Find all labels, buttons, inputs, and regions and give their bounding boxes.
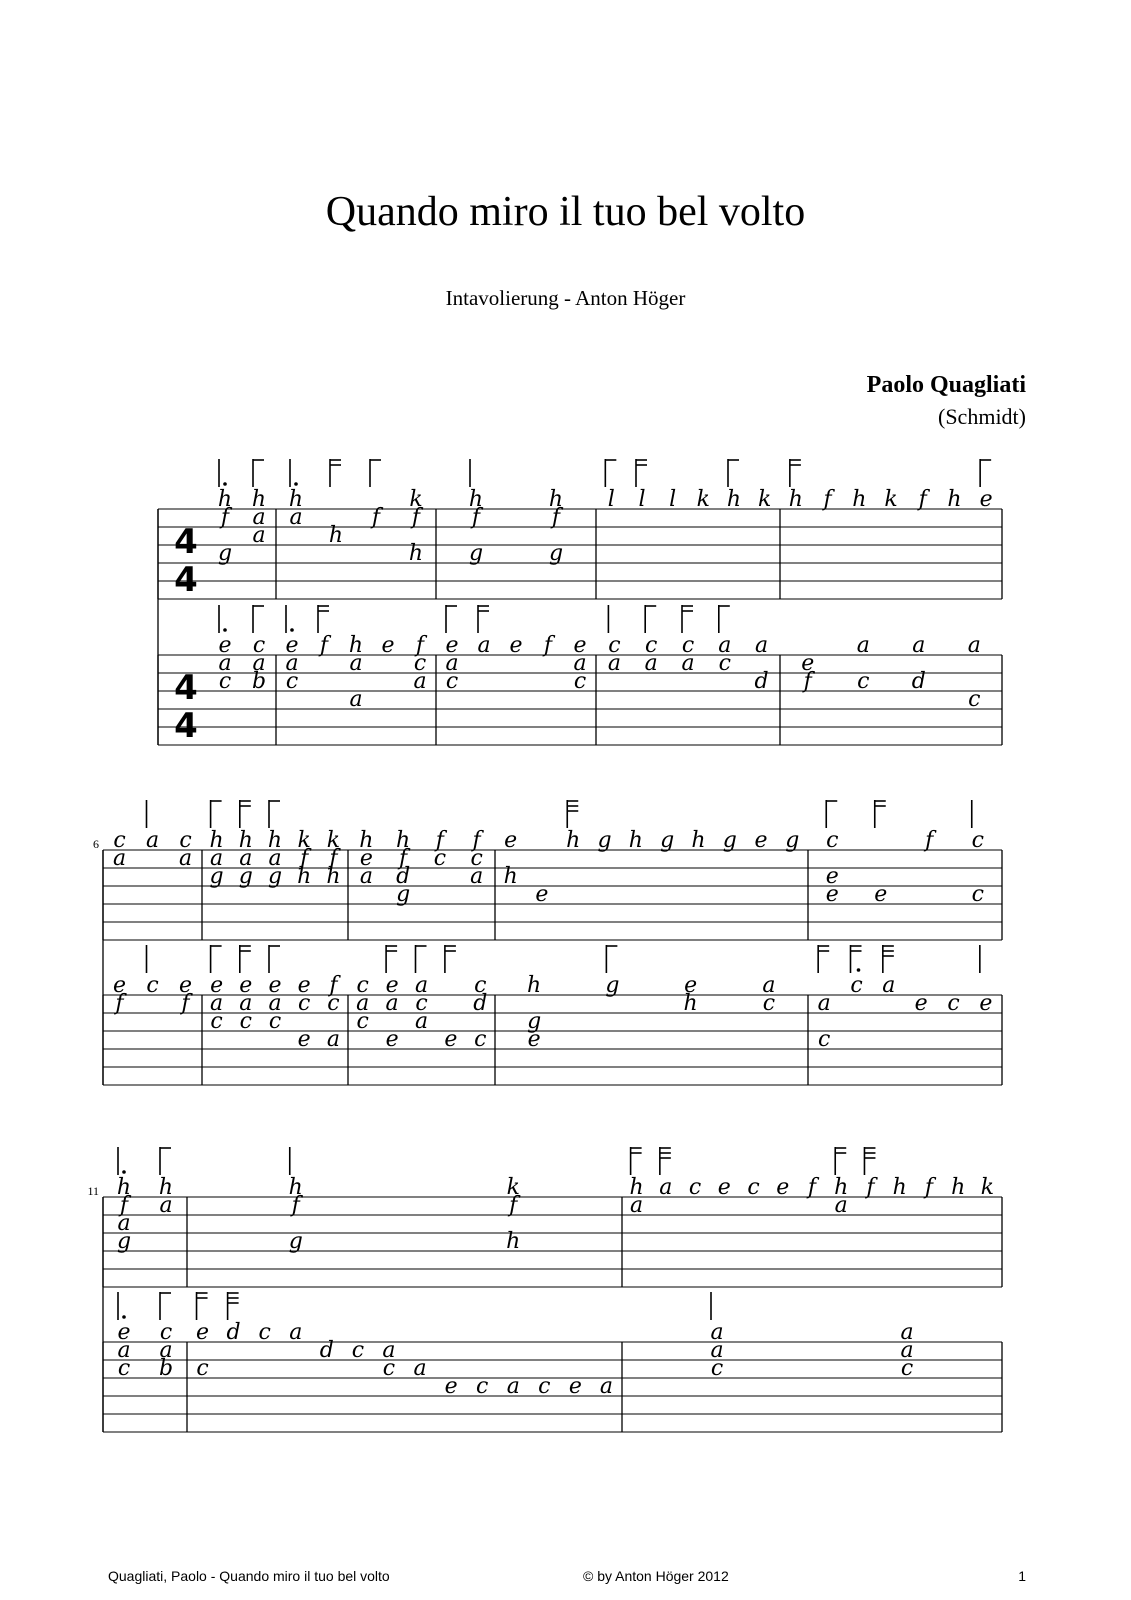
tab-letter: c [382, 1356, 396, 1381]
page-number: 1 [1018, 1568, 1026, 1584]
tab-letter: a [718, 633, 732, 658]
tab-letter: c [210, 1009, 223, 1034]
rhythm-sign-dot [223, 482, 227, 486]
tab-letter: a [630, 1193, 644, 1218]
tab-letter: h [288, 1175, 303, 1200]
tab-letter: a [218, 651, 232, 676]
tab-letter: e [979, 487, 993, 512]
measure-number: 11 [87, 1184, 99, 1198]
tab-letter: f [435, 828, 444, 853]
tab-letter: e [178, 973, 193, 998]
tab-letter: f [411, 505, 421, 530]
tab-letter: a [326, 1027, 340, 1052]
tab-letter: a [900, 1338, 914, 1363]
tab-letter: h [503, 864, 518, 889]
footer-copyright: © by Anton Höger 2012 [583, 1568, 729, 1584]
tab-letter: e [874, 882, 888, 907]
tab-letter: d [754, 669, 769, 694]
tab-letter: a [145, 828, 160, 853]
tab-letter: g [288, 1229, 303, 1254]
tab-letter: a [506, 1374, 520, 1399]
tab-letter: f [329, 973, 338, 998]
tab-letter: d [396, 864, 411, 889]
tab-letter: c [258, 1320, 271, 1345]
tab-letter: g [238, 864, 253, 889]
tab-letter: g [209, 864, 224, 889]
tab-letter: g [116, 1229, 132, 1254]
tab-letter: a [159, 1193, 173, 1218]
tab-letter: a [599, 1374, 614, 1399]
tab-letter: a [117, 1338, 131, 1363]
tab-letter: c [356, 1009, 369, 1034]
tab-letter: f [329, 846, 338, 871]
tab-letter: c [327, 991, 340, 1016]
tab-letter: c [356, 973, 369, 998]
tab-letter: a [882, 973, 896, 998]
tab-letter: h [267, 828, 283, 853]
tab-letter: d [319, 1338, 334, 1363]
tab-letter: a [359, 864, 373, 889]
tab-letter: h [947, 487, 962, 512]
tab-letter: c [445, 669, 459, 694]
tab-letter: c [850, 973, 863, 998]
time-signature-upper: 4 [174, 522, 198, 562]
tab-letter: a [755, 633, 769, 658]
tab-letter: l [638, 487, 646, 512]
tab-letter: c [285, 669, 299, 694]
tab-letter: f [300, 846, 309, 871]
tab-letter: h [328, 523, 344, 548]
tab-letter: a [268, 846, 282, 871]
tab-letter: e [297, 1027, 311, 1052]
time-signature-upper: 4 [174, 668, 198, 708]
tab-letter: h [158, 1175, 174, 1200]
tab-letter: f [119, 1193, 129, 1218]
tab-letter: e [444, 1374, 458, 1399]
tab-letter: c [573, 669, 587, 694]
tab-letter: c [900, 1356, 914, 1381]
tab-letter: f [924, 1175, 934, 1200]
tab-letter: d [473, 991, 488, 1016]
tab-letter: h [548, 487, 564, 512]
tab-letter: f [918, 487, 927, 512]
tab-letter: c [968, 687, 981, 712]
tab-letter: a [710, 1320, 724, 1345]
tab-letter: c [710, 1356, 724, 1381]
tab-letter: f [319, 633, 329, 658]
tab-letter: c [117, 1356, 131, 1381]
tab-letter: c [718, 651, 731, 676]
tab-letter: a [834, 1193, 848, 1218]
tab-letter: c [268, 1009, 282, 1034]
tab-letter: e [776, 1175, 790, 1200]
tab-letter: a [239, 846, 253, 871]
tab-letter: f [509, 1193, 518, 1218]
tab-letter: c [826, 828, 839, 853]
tab-letter: c [538, 1374, 551, 1399]
tab-letter: f [399, 846, 408, 871]
tab-letter: d [226, 1320, 241, 1345]
tab-letter: k [980, 1175, 995, 1200]
tab-letter: h [217, 487, 233, 512]
time-signature-lower: 4 [174, 560, 198, 600]
tab-letter: f [471, 505, 481, 530]
tab-letter: a [762, 973, 776, 998]
tab-letter: e [112, 973, 127, 998]
tab-letter: f [823, 487, 832, 512]
piece-title: Quando miro il tuo bel volto [325, 189, 806, 235]
tab-letter: h [527, 973, 542, 998]
tab-letter: a [912, 633, 926, 658]
tab-letter: h [116, 1175, 132, 1200]
tab-letter: a [900, 1320, 914, 1345]
tab-letter: e [239, 973, 253, 998]
tab-letter: a [178, 846, 193, 871]
tab-letter: g [217, 541, 233, 566]
tab-letter: e [385, 973, 399, 998]
tab-letter: e [385, 1027, 399, 1052]
rhythm-sign-dot [857, 968, 861, 972]
tab-letter: c [159, 1320, 173, 1345]
tab-letter: g [396, 882, 411, 907]
tab-letter: e [381, 633, 395, 658]
tab-letter: e [285, 633, 299, 658]
tab-letter: a [573, 651, 587, 676]
tab-letter: a [967, 633, 981, 658]
arrangement-credit: Intavolierung - Anton Höger [445, 286, 686, 310]
tab-letter: g [267, 864, 283, 889]
tab-letter: a [268, 991, 282, 1016]
composer-name: Paolo Quagliati [866, 372, 1026, 398]
rhythm-sign-dot [290, 628, 294, 632]
tab-letter: c [351, 1338, 365, 1363]
tab-letter: f [115, 991, 124, 1016]
tab-letter: a [644, 651, 658, 676]
tab-letter: c [146, 973, 159, 998]
footer-left: Quagliati, Paolo - Quando miro il tuo bel volto [108, 1568, 390, 1584]
tab-letter: a [289, 1320, 303, 1345]
tab-letter: c [971, 828, 984, 853]
tab-letter: a [356, 991, 370, 1016]
tab-letter: f [925, 828, 934, 853]
tab-letter: e [504, 828, 518, 853]
rhythm-sign-dot [294, 482, 298, 486]
tab-letter: h [951, 1175, 966, 1200]
tab-letter: c [971, 882, 984, 907]
tab-letter: f [551, 505, 561, 530]
tab-letter: h [566, 828, 581, 853]
tab-letter: a [413, 1356, 427, 1381]
tab-letter: f [220, 505, 230, 530]
tab-letter: c [113, 828, 126, 853]
tab-letter: g [527, 1009, 542, 1034]
tab-letter: k [506, 1175, 520, 1200]
tab-letter: e [210, 973, 224, 998]
tab-letter: a [210, 991, 224, 1016]
tab-letter: h [468, 487, 484, 512]
tab-letter: f [543, 633, 553, 658]
tab-letter: c [470, 846, 483, 871]
tab-letter: h [892, 1175, 907, 1200]
tab-letter: h [396, 828, 411, 853]
tab-letter: h [238, 828, 253, 853]
tab-letter: h [683, 991, 698, 1016]
tab-letter: a [349, 687, 363, 712]
tab-letter: c [298, 991, 311, 1016]
tab-letter: a [413, 669, 427, 694]
tab-letter: e [684, 973, 698, 998]
rhythm-sign-dot [223, 628, 227, 632]
tab-letter: a [414, 1009, 429, 1034]
tab-letter: c [818, 1027, 831, 1052]
tab-letter: g [468, 541, 484, 566]
tab-letter: e [825, 864, 839, 889]
tab-letter: e [914, 991, 928, 1016]
tab-letter: a [414, 973, 429, 998]
tab-letter: a [710, 1338, 724, 1363]
tab-letter: e [445, 633, 459, 658]
tab-letter: h [726, 487, 742, 512]
tab-letter: l [607, 487, 615, 512]
tab-letter: c [239, 1009, 252, 1034]
tab-letter: e [268, 973, 282, 998]
tab-letter: a [285, 651, 299, 676]
tab-letter: a [659, 1175, 673, 1200]
tab-letter: e [754, 828, 768, 853]
tab-letter: g [722, 828, 737, 853]
tab-letter: e [535, 882, 549, 907]
tab-letter: e [297, 973, 311, 998]
tab-letter: c [747, 1175, 760, 1200]
tab-letter: k [884, 487, 898, 512]
tab-letter: a [681, 651, 695, 676]
tab-letter: e [196, 1320, 210, 1345]
tab-letter: e [979, 991, 993, 1016]
tab-letter: c [857, 669, 870, 694]
tab-letter: c [196, 1356, 209, 1381]
tab-letter: c [762, 991, 776, 1016]
tab-letter: a [289, 505, 303, 530]
tab-letter: e [218, 633, 232, 658]
tab-letter: h [251, 487, 267, 512]
tab-letter: a [117, 1211, 131, 1236]
tab-letter: a [385, 991, 399, 1016]
tab-letter: k [326, 828, 341, 853]
tab-letter: a [210, 846, 224, 871]
tab-letter: a [382, 1338, 396, 1363]
tab-letter: f [472, 828, 481, 853]
tab-letter: h [359, 828, 374, 853]
tab-letter: c [645, 633, 658, 658]
measure-number: 6 [93, 837, 99, 851]
tab-letter: h [691, 828, 706, 853]
tab-letter: k [696, 487, 711, 512]
tab-letter: f [803, 669, 812, 694]
tab-letter: b [251, 669, 267, 694]
tab-letter: c [433, 846, 447, 871]
tab-letter: h [506, 1229, 521, 1254]
tab-letter: a [252, 505, 266, 530]
tab-letter: a [607, 651, 621, 676]
tab-letter: c [252, 633, 266, 658]
tab-letter: e [825, 882, 839, 907]
tab-letter: a [817, 991, 831, 1016]
tab-letter: e [527, 1027, 541, 1052]
tab-letter: a [252, 651, 266, 676]
tab-letter: e [444, 1027, 458, 1052]
tab-letter: h [852, 487, 867, 512]
tab-letter: f [181, 991, 190, 1016]
tab-letter: a [856, 633, 870, 658]
tab-letter: k [757, 487, 772, 512]
tab-letter: g [785, 828, 800, 853]
tab-letter: h [297, 864, 312, 889]
tab-letter: g [660, 828, 675, 853]
tab-letter: a [252, 523, 266, 548]
tab-letter: a [239, 991, 253, 1016]
source-name: (Schmidt) [938, 404, 1026, 429]
tab-letter: k [297, 828, 311, 853]
time-signature-lower: 4 [174, 706, 198, 746]
tab-letter: e [509, 633, 523, 658]
tab-letter: c [688, 1175, 702, 1200]
tab-letter: c [413, 651, 427, 676]
tab-letter: h [408, 541, 424, 566]
tab-letter: f [807, 1175, 817, 1200]
tab-letter: h [209, 828, 224, 853]
tab-letter: f [866, 1175, 875, 1200]
tab-letter: a [112, 846, 127, 871]
tab-letter: c [476, 1374, 489, 1399]
tab-letter: c [218, 669, 232, 694]
tab-letter: f [291, 1193, 300, 1218]
tab-letter: h [348, 633, 364, 658]
tab-letter: g [605, 973, 620, 998]
tab-letter: c [681, 633, 695, 658]
tab-letter: c [179, 828, 192, 853]
tab-letter: c [474, 1027, 487, 1052]
tab-letter: e [117, 1320, 131, 1345]
tab-letter: h [288, 487, 304, 512]
tab-letter: e [359, 846, 373, 871]
tab-letter: a [477, 633, 491, 658]
tab-letter: h [326, 864, 341, 889]
rhythm-sign-dot [122, 1170, 126, 1174]
tab-letter: g [548, 541, 564, 566]
tab-letter: a [470, 864, 484, 889]
tab-letter: h [834, 1175, 849, 1200]
tab-letter: e [717, 1175, 731, 1200]
tab-letter: h [628, 828, 643, 853]
tab-letter: c [608, 633, 621, 658]
tab-letter: h [629, 1175, 644, 1200]
tab-letter: g [597, 828, 612, 853]
tab-letter: a [445, 651, 459, 676]
tab-letter: e [573, 633, 587, 658]
tab-letter: e [568, 1374, 582, 1399]
tab-letter: a [349, 651, 363, 676]
tab-letter: c [474, 973, 487, 998]
tab-letter: b [158, 1356, 174, 1381]
tab-letter: e [801, 651, 815, 676]
tab-letter: a [159, 1338, 173, 1363]
tab-letter: h [788, 487, 803, 512]
tab-letter: l [669, 487, 677, 512]
tab-letter: k [409, 487, 423, 512]
tab-letter: c [415, 991, 428, 1016]
tab-letter: d [911, 669, 926, 694]
tab-letter: f [371, 505, 381, 530]
tab-letter: c [947, 991, 960, 1016]
rhythm-sign-dot [122, 1315, 126, 1319]
tab-letter: f [415, 633, 425, 658]
